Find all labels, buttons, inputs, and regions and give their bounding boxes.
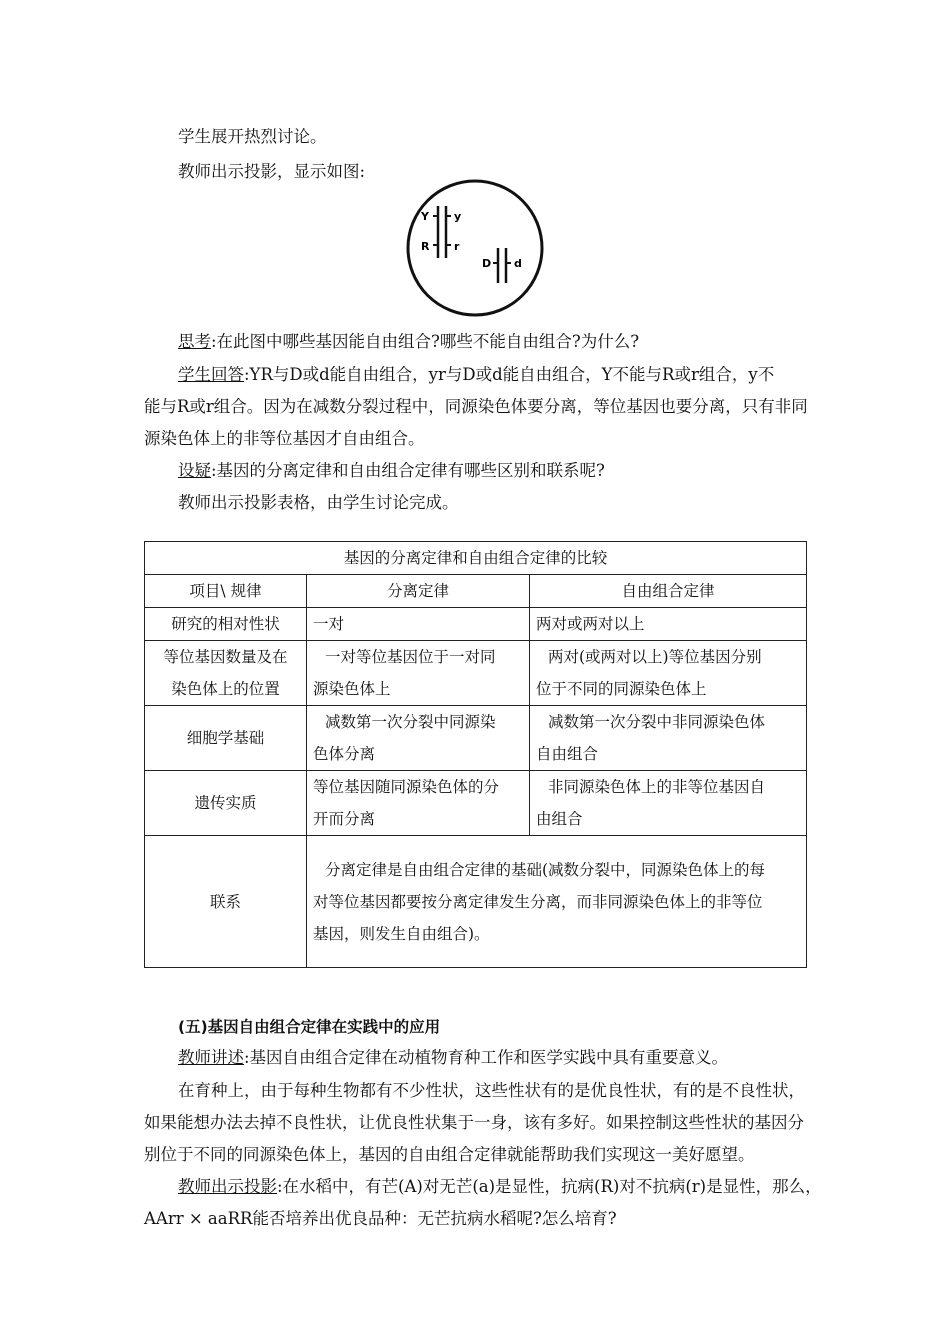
- row-item: 细胞学基础: [145, 706, 307, 771]
- table-title: 基因的分离定律和自由组合定律的比较: [145, 542, 807, 575]
- think-line: [178, 331, 639, 353]
- row-combination: 两对(或两对以上)等位基因分别 位于不同的同源染色体上: [530, 641, 807, 706]
- table-intro-line: 教师出示投影表格，由学生讨论完成。: [178, 493, 459, 512]
- lecture-line: [178, 1047, 728, 1069]
- row-item: 研究的相对性状: [145, 608, 307, 641]
- projection-line-2: AArr × aaRR能否培养出优良品种：无芒抗病水稻呢?怎么培育?: [144, 1209, 617, 1228]
- row-item: 等位基因数量及在 染色体上的位置: [145, 641, 307, 706]
- header-combination: 自由组合定律: [530, 575, 807, 608]
- answer-line-3: 源染色体上的非等位基因才自由组合。: [144, 429, 425, 448]
- label-y: y: [454, 210, 462, 223]
- teacher-projection-line: 教师出示投影，显示如图:: [178, 162, 366, 181]
- discussion-line: 学生展开热烈讨论。: [178, 127, 327, 146]
- question-text: :基因的分离定律和自由组合定律有哪些区别和联系呢?: [211, 461, 605, 480]
- question-line: [178, 460, 605, 482]
- label-D: D: [482, 257, 492, 270]
- row-separation: 一对: [307, 608, 530, 641]
- row-separation: 等位基因随同源染色体的分 开而分离: [307, 771, 530, 836]
- row-separation: 减数第一次分裂中同源染 色体分离: [307, 706, 530, 771]
- table-row: [145, 641, 807, 706]
- header-separation: 分离定律: [307, 575, 530, 608]
- row-item: 遗传实质: [145, 771, 307, 836]
- answer-line-1: [178, 364, 774, 386]
- lecture-text: :基因自由组合定律在动植物育种工作和医学实践中具有重要意义。: [244, 1048, 729, 1067]
- table-row: [145, 836, 807, 968]
- row-combination: 两对或两对以上: [530, 608, 807, 641]
- table-row: [145, 771, 807, 836]
- comparison-table: [144, 541, 807, 968]
- table-row: [145, 706, 807, 771]
- chromosome-diagram: [405, 178, 545, 318]
- section-heading: (五)基因自由组合定律在实践中的应用: [178, 1018, 441, 1036]
- projection-text: :在水稻中，有芒(A)对无芒(a)是显性，抗病(R)对不抗病(r)是显性，那么，: [277, 1177, 822, 1196]
- paragraph-line-3: 别位于不同的同源染色体上，基因的自由组合定律就能帮助我们实现这一美好愿望。: [144, 1145, 755, 1164]
- label-R: R: [421, 240, 430, 253]
- lecture-label: 教师讲述: [178, 1048, 244, 1067]
- table-row: [145, 608, 807, 641]
- row-relation: 分离定律是自由组合定律的基础(减数分裂中，同源染色体上的每 对等位基因都要按分离定律发生分离，而非同源染色体上的非等位 基因，则发生自由组合)。: [307, 836, 807, 968]
- table-title-row: [145, 542, 807, 575]
- header-item: 项目\ 规律: [145, 575, 307, 608]
- think-text: :在此图中哪些基因能自由组合?哪些不能自由组合?为什么?: [211, 332, 640, 351]
- row-separation: 一对等位基因位于一对同 源染色体上: [307, 641, 530, 706]
- answer-text-1: :YR与D或d能自由组合，yr与D或d能自由组合，Y不能与R或r组合，y不: [244, 365, 775, 384]
- paragraph-line-2: 如果能想办法去掉不良性状，让优良性状集于一身，该有多好。如果控制这些性状的基因分: [144, 1113, 804, 1132]
- row-combination: 减数第一次分裂中非同源染色体 自由组合: [530, 706, 807, 771]
- label-Y: Y: [421, 210, 429, 223]
- projection-label: 教师出示投影: [178, 1177, 277, 1196]
- think-label: 思考: [178, 332, 211, 351]
- label-d: d: [514, 257, 522, 270]
- answer-line-2: 能与R或r组合。因为在减数分裂过程中，同源染色体要分离，等位基因也要分离，只有非同: [144, 397, 808, 416]
- answer-label: 学生回答: [178, 365, 244, 384]
- row-combination: 非同源染色体上的非等位基因自 由组合: [530, 771, 807, 836]
- row-item: 联系: [145, 836, 307, 968]
- question-label: 设疑: [178, 461, 211, 480]
- paragraph-line-1: 在育种上，由于每种生物都有不少性状，这些性状有的是优良性状，有的是不良性状，: [178, 1081, 805, 1100]
- table-header-row: [145, 575, 807, 608]
- projection-line-1: [178, 1176, 822, 1198]
- label-r: r: [454, 240, 460, 253]
